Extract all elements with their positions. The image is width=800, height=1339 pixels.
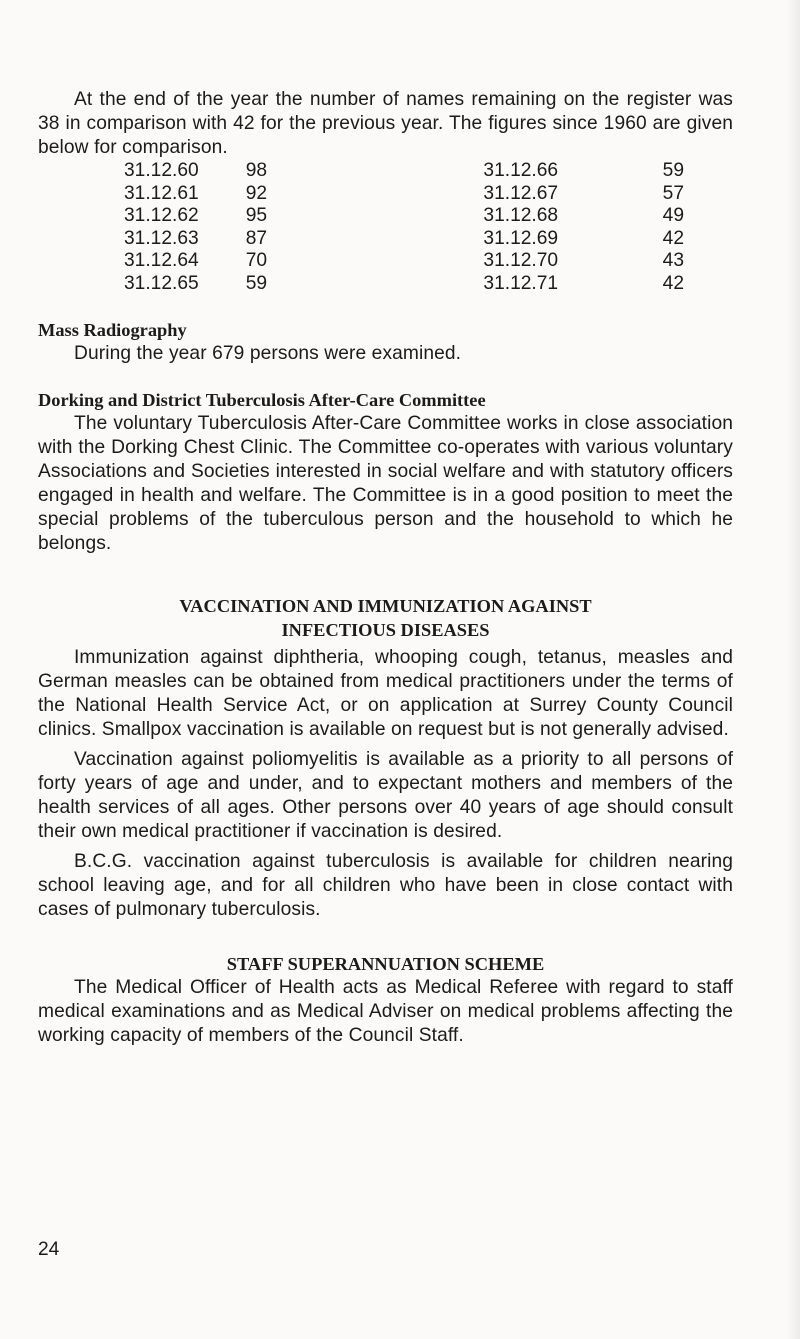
value-cell: 42 (662, 227, 684, 249)
vaccination-heading-line-2: INFECTIOUS DISEASES (281, 619, 490, 640)
page-number: 24 (38, 1239, 60, 1260)
value-cell: 59 (245, 272, 268, 294)
value-cell: 49 (662, 205, 684, 227)
date-cell: 31.12.69 (483, 227, 559, 249)
value-cell: 43 (662, 250, 684, 272)
after-care-heading: Dorking and District Tuberculosis After-Care Committee (38, 389, 486, 410)
value-cell: 57 (662, 182, 684, 204)
date-cell: 31.12.61 (124, 182, 199, 204)
value-cell: 92 (245, 182, 268, 204)
date-cell: 31.12.65 (124, 272, 199, 294)
date-cell: 31.12.66 (483, 160, 559, 181)
poliomyelitis-paragraph: Vaccination against poliomyelitis is available as a priority to all persons of forty years of age and under, and to expectant mothers and members of the health services of all ages. Other persons over 40 years of age should consult their own medical practitioner if vaccination is desired. (38, 748, 733, 842)
value-cell: 42 (662, 272, 684, 294)
superannuation-paragraph: The Medical Officer of Health acts as Medical Referee with regard to staff medical examinations and as Medical Adviser on medical problems affecting the working capacity of members of the Council Staff. (38, 976, 733, 1046)
page-edge-shadow (786, 0, 800, 1339)
date-cell: 31.12.60 (124, 160, 199, 181)
value-cell: 59 (662, 160, 684, 181)
table-row (124, 205, 684, 228)
date-cell: 31.12.63 (124, 227, 199, 249)
bcg-paragraph: B.C.G. vaccination against tuberculosis is available for children nearing school leaving age, and for all children who have been in close contact with cases of pulmonary tuberculosis. (38, 850, 733, 920)
value-cell: 70 (245, 250, 268, 272)
superannuation-heading: STAFF SUPERANNUATION SCHEME (226, 953, 545, 974)
mass-radiography-text: During the year 679 persons were examined. (74, 342, 462, 364)
date-cell: 31.12.64 (124, 250, 199, 272)
immunization-paragraph: Immunization against diphtheria, whooping cough, tetanus, measles and German measles can be obtained from medical practitioners under the terms of the National Health Service Act, or on application at Surrey County Council clinics. Smallpox vaccination is available on request but is not generally advised. (38, 646, 733, 740)
table-row (124, 183, 684, 206)
date-cell: 31.12.68 (483, 205, 559, 227)
date-cell: 31.12.67 (483, 182, 559, 204)
after-care-paragraph: The voluntary Tuberculosis After-Care Committee works in close association with the Dorking Chest Clinic. The Committee co-operates with various voluntary Associations and Societies interested in social welfare and with statutory officers engaged in health and welfare. The Committee is in a good position to meet the special problems of the tuberculous person and the household to which he belongs. (38, 412, 733, 554)
value-cell: 87 (245, 227, 268, 249)
value-cell: 95 (245, 205, 268, 227)
vaccination-heading-line-1: VACCINATION AND IMMUNIZATION AGAINST (179, 595, 592, 616)
date-cell: 31.12.70 (483, 250, 559, 272)
register-figures-table (124, 160, 684, 296)
table-row (124, 160, 684, 183)
page-content (38, 88, 733, 1048)
mass-radiography-heading: Mass Radiography (38, 319, 187, 340)
date-cell: 31.12.62 (124, 205, 199, 227)
register-intro-paragraph: At the end of the year the number of names remaining on the register was 38 in comparison with 42 for the previous year. The figures since 1960 are given below for comparison. (38, 89, 733, 158)
date-cell: 31.12.71 (483, 272, 559, 294)
table-row (124, 228, 684, 251)
table-row (124, 273, 684, 296)
value-cell: 98 (245, 160, 268, 181)
table-row (124, 250, 684, 273)
